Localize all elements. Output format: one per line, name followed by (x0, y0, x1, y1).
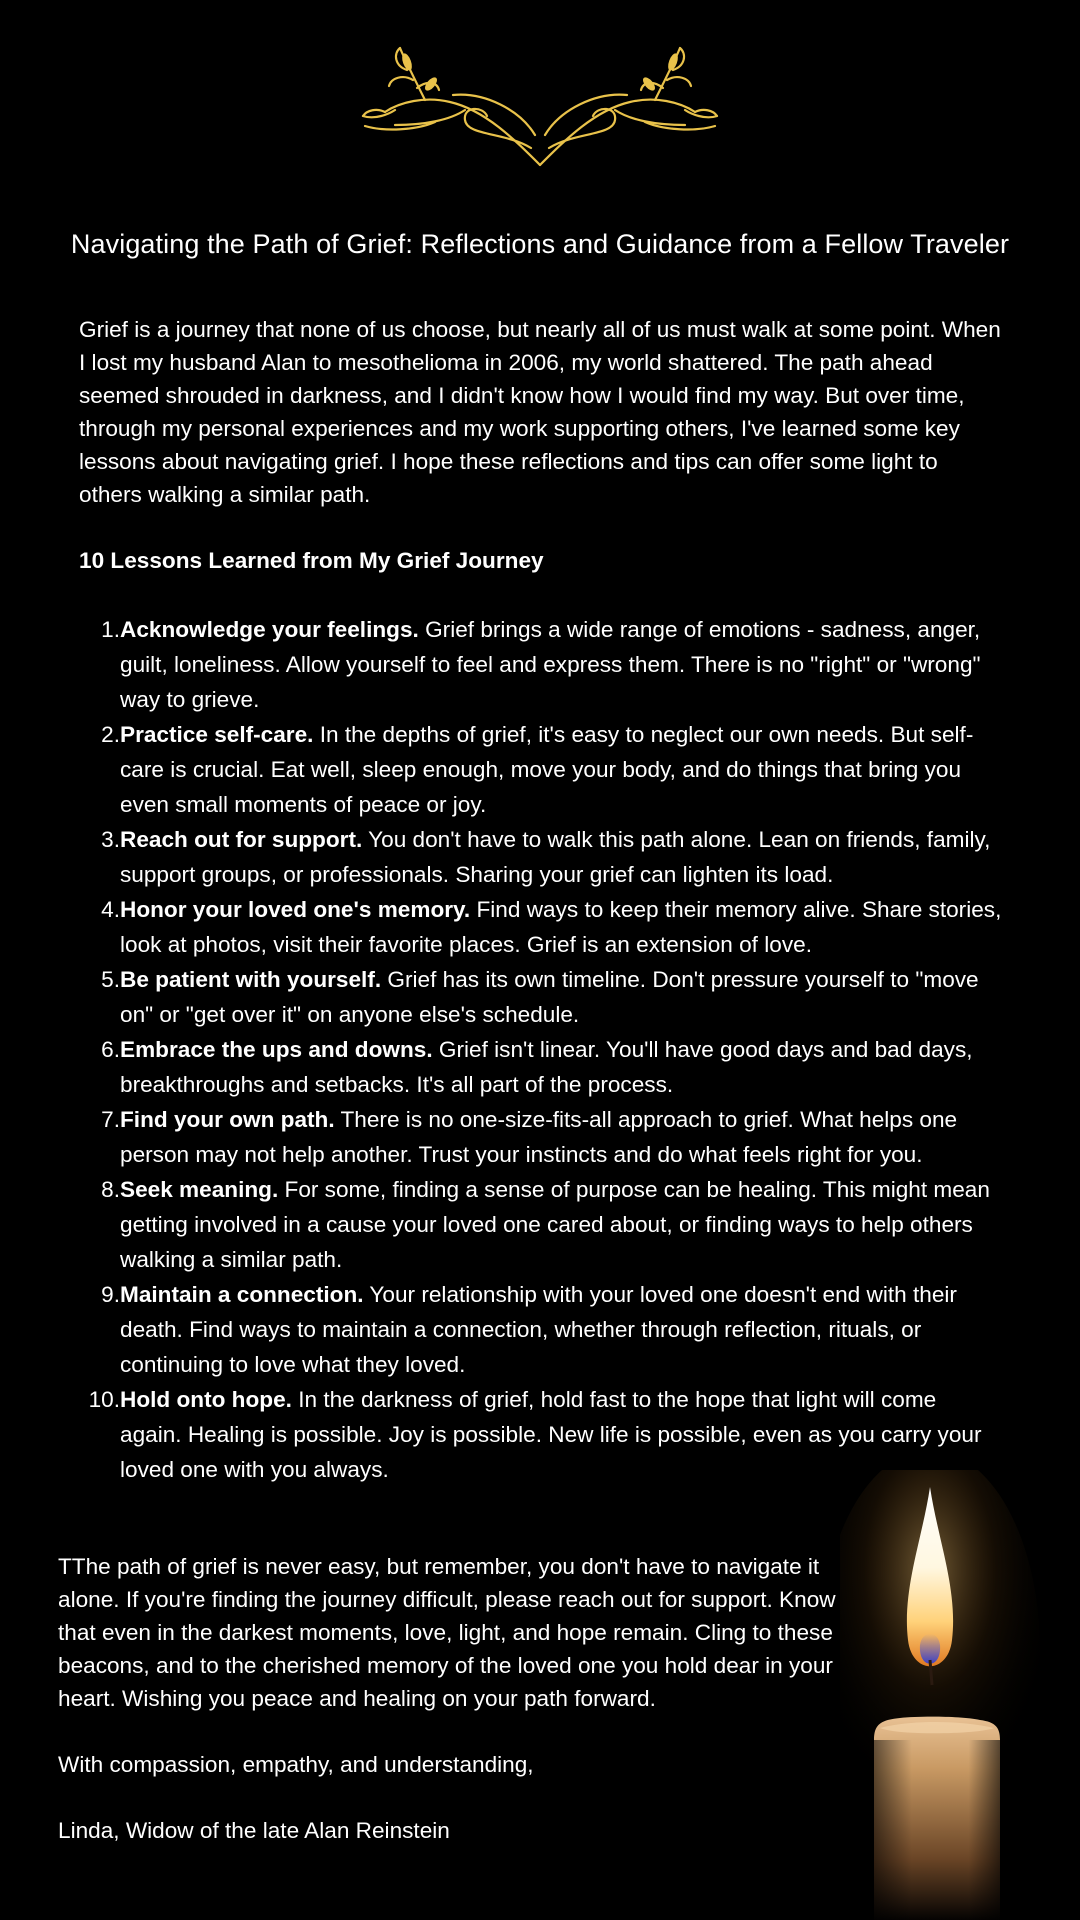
list-item-number: 2. (101, 722, 120, 747)
list-item-title: Practice self-care. (120, 722, 314, 747)
list-item-title: Reach out for support. (120, 827, 363, 852)
list-item-body (120, 822, 1004, 892)
list-item-title: Seek meaning. (120, 1177, 279, 1202)
list-item-text: You don't have to walk this path alone. Lean on friends, family, support groups, or professionals. Sharing your grief can lighten its load. (120, 827, 991, 887)
list-item-number: 6. (101, 1037, 120, 1062)
list-item (79, 1032, 1004, 1102)
list-item (79, 892, 1004, 962)
list-item (79, 1277, 1004, 1382)
list-item (79, 1172, 1004, 1277)
list-item-number: 4. (101, 897, 120, 922)
list-item-body (120, 1277, 1004, 1382)
list-item-number: 10. (88, 1387, 120, 1412)
list-item-text: There is no one-size-fits-all approach to grief. What helps one person may not help another. Trust your instincts and do what feels right for you. (120, 1107, 958, 1167)
list-item-text: For some, finding a sense of purpose can be healing. This might mean getting involved in a cause your loved one cared about, or finding ways to help others walking a similar path. (120, 1177, 990, 1272)
lessons-list (79, 612, 1004, 1487)
list-item-number: 3. (101, 827, 120, 852)
list-item-body (120, 612, 1004, 717)
list-item-body (120, 1172, 1004, 1277)
list-item (79, 717, 1004, 822)
list-item-body (120, 717, 1004, 822)
list-item-title: Acknowledge your feelings. (120, 617, 419, 642)
list-item-text: Grief has its own timeline. Don't pressure yourself to "move on" or "get over it" on anyone else's schedule. (120, 967, 979, 1027)
list-item-text: In the depths of grief, it's easy to neglect our own needs. But self-care is crucial. Eat well, sleep enough, move your body, and do things that bring you even small moments of peace or joy. (120, 722, 974, 817)
list-item-text: Find ways to keep their memory alive. Share stories, look at photos, visit their favorite places. Grief is an extension of love. (120, 897, 1002, 957)
list-item-title: Be patient with yourself. (120, 967, 382, 992)
list-item-title: Honor your loved one's memory. (120, 897, 471, 922)
intro-paragraph: Grief is a journey that none of us choose, but nearly all of us must walk at some point. When I lost my husband Alan to mesothelioma in 2006, my world shattered. The path ahead seemed shrouded in darkness, and I didn't know how I would find my way. But over time, through my personal experiences and my work supporting others, I've learned some key lessons about navigating grief. I hope these reflections and tips can offer some light to others walking a similar path. (79, 317, 1001, 507)
candle-icon (840, 1470, 1040, 1920)
list-item-text: Grief isn't linear. You'll have good days and bad days, breakthroughs and setbacks. It's all part of the process. (120, 1037, 973, 1097)
list-item (79, 822, 1004, 892)
lessons-heading: 10 Lessons Learned from My Grief Journey (79, 548, 544, 573)
list-item (79, 962, 1004, 1032)
list-item-title: Maintain a connection. (120, 1282, 364, 1307)
list-item-title: Find your own path. (120, 1107, 335, 1132)
list-item-number: 1. (101, 617, 120, 642)
closing-paragraph: TThe path of grief is never easy, but remember, you don't have to navigate it alone. If you're finding the journey difficult, please reach out for support. Know that even in the darkest moments, love, light, and hope remain. Cling to these beacons, and to the cherished memory of the loved one you hold dear in your heart. Wishing you peace and healing on your path forward. (58, 1554, 836, 1711)
list-item-body (120, 962, 1004, 1032)
list-item-title: Hold onto hope. (120, 1387, 292, 1412)
list-item (79, 1102, 1004, 1172)
list-item (79, 612, 1004, 717)
list-item-body (120, 1032, 1004, 1102)
list-item-number: 7. (101, 1107, 120, 1132)
list-item-body (120, 892, 1004, 962)
list-item-text: Your relationship with your loved one doesn't end with their death. Find ways to maintain a connection, whether through reflection, rituals, or continuing to love what they loved. (120, 1282, 957, 1377)
list-item-body (120, 1102, 1004, 1172)
signoff-line: With compassion, empathy, and understanding, (58, 1752, 534, 1777)
list-item-text: In the darkness of grief, hold fast to the hope that light will come again. Healing is possible. Joy is possible. New life is possible, even as you carry your loved one with you always. (120, 1387, 982, 1482)
list-item-number: 5. (101, 967, 120, 992)
list-item-number: 9. (101, 1282, 120, 1307)
page-title: Navigating the Path of Grief: Reflections and Guidance from a Fellow Traveler (70, 229, 1010, 259)
list-item-title: Embrace the ups and downs. (120, 1037, 433, 1062)
list-item-text: Grief brings a wide range of emotions - sadness, anger, guilt, loneliness. Allow yourself to feel and express them. There is no "right" or "wrong" way to grieve. (120, 617, 981, 712)
list-item-number: 8. (101, 1177, 120, 1202)
flourish-ornament-icon (355, 40, 725, 175)
signature-line: Linda, Widow of the late Alan Reinstein (58, 1818, 450, 1843)
